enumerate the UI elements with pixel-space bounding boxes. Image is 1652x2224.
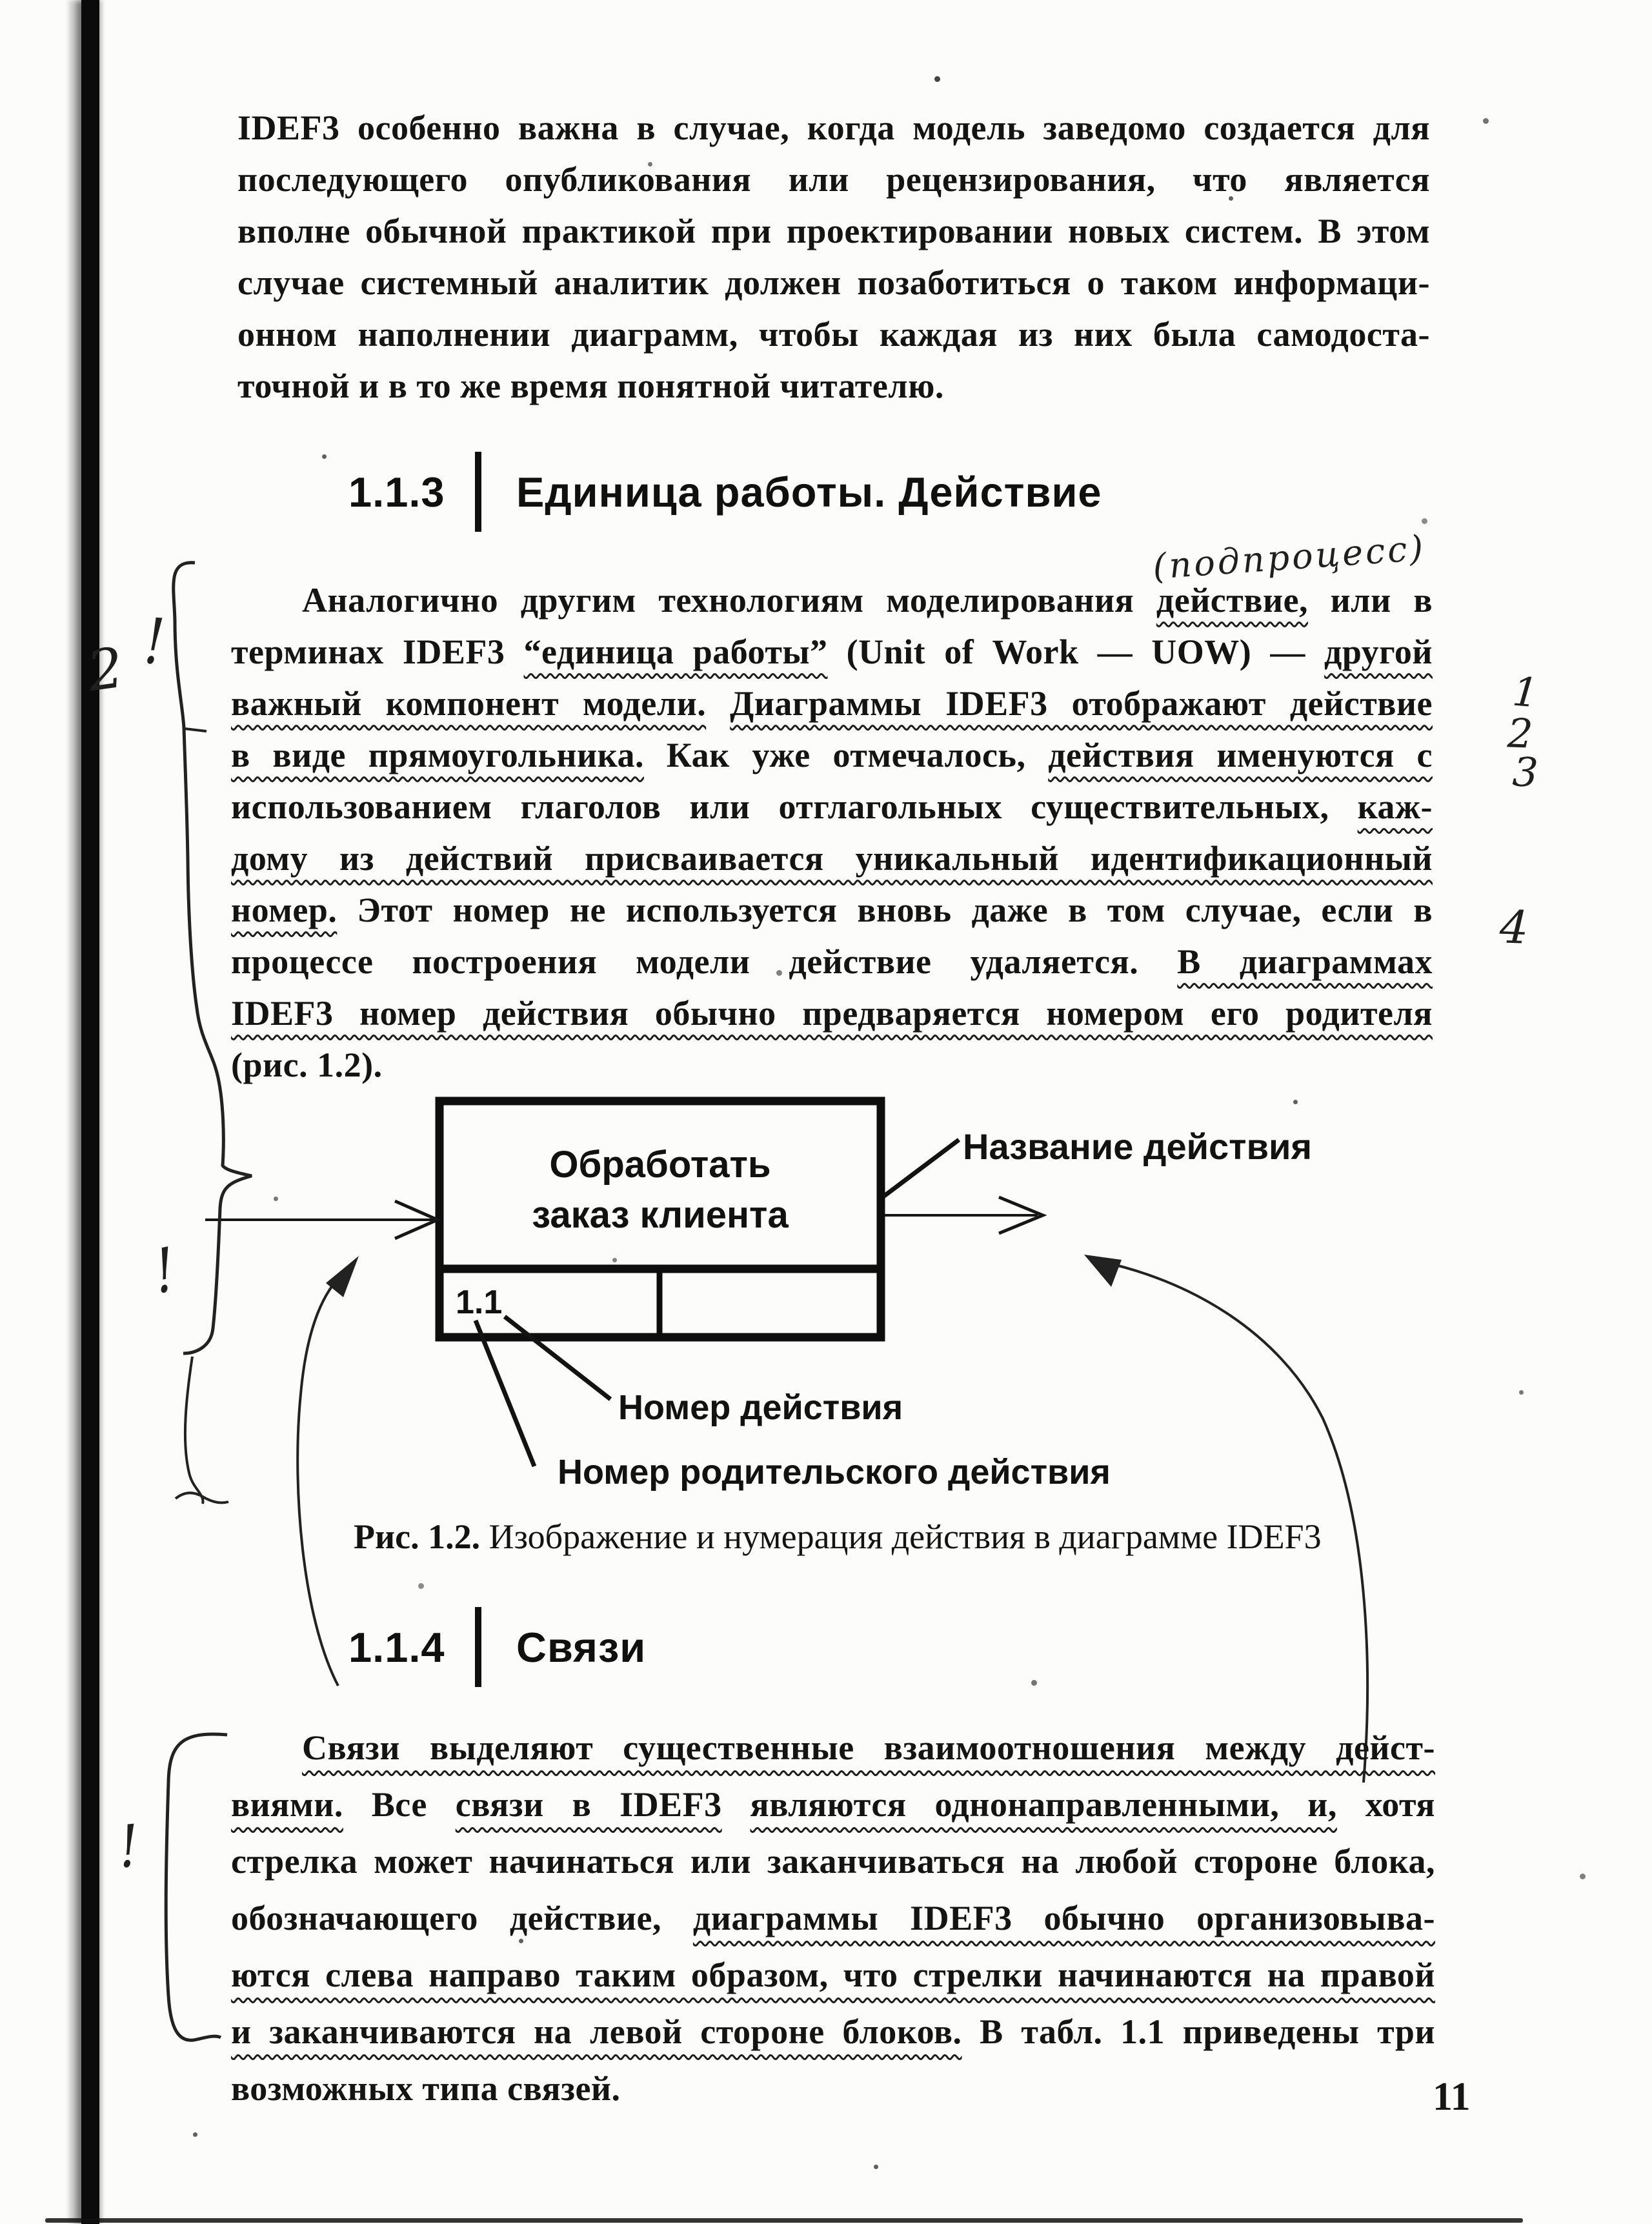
section-divider-bar <box>475 1607 481 1687</box>
underlined-phrase: “единица работы” <box>523 632 828 671</box>
label-action-name: Название действия <box>963 1126 1313 1167</box>
handwritten-exclamation-mark: ! <box>150 1235 180 1308</box>
text-segment: точной и в то же время понятной читателю. <box>237 367 944 405</box>
text-segment: IDEF3 особенно важна в случае, когда модель заведомо создается для <box>237 108 1430 147</box>
text-segment: терминах IDEF3 <box>231 632 524 671</box>
text-segment: возможных типа связей. <box>231 2069 621 2108</box>
uow-box-title-line1: Обработать <box>549 1144 771 1186</box>
hand-arrow-left <box>297 1269 348 1686</box>
figure-caption <box>354 1517 1322 1557</box>
underlined-phrase: другой <box>1324 632 1433 671</box>
handwritten-exclamation-mark: ! <box>143 605 166 680</box>
text-segment <box>722 1785 750 1824</box>
text-segment: обозначающего действие, <box>231 1899 693 1937</box>
text-segment: вполне обычной практикой при проектировании новых систем. В этом <box>237 212 1430 250</box>
underlined-phrase: действия именуются с <box>1048 736 1433 774</box>
underlined-phrase: диаграммы IDEF3 обычно организовыва- <box>692 1899 1435 1937</box>
text-segment: случае системный аналитик должен позаботиться о таком информаци- <box>237 263 1430 302</box>
underlined-phrase: ются слева направо таким образом, что стрелки начинаются на правой <box>231 1956 1435 1994</box>
text-line <box>231 1946 1435 2003</box>
figure-caption-text: Изображение и нумерация действия в диаграмме IDEF3 <box>480 1517 1322 1556</box>
text-line <box>231 2003 1435 2060</box>
text-segment: Как уже отмечалось, <box>643 736 1049 774</box>
underlined-phrase: дому из действий присваивается уникальный идентификационный <box>231 839 1433 878</box>
underlined-phrase: важный компонент модели. <box>231 684 707 723</box>
text-segment: Этот номер не используется вновь даже в том случае, если в <box>337 891 1433 929</box>
margin-brace-tail <box>185 1357 203 1504</box>
underlined-phrase: являются однонаправленными, и, <box>750 1785 1337 1824</box>
text-segment: последующего опубликования или рецензирования, что является <box>237 160 1430 199</box>
underlined-phrase: и заканчиваются на левой стороне блоков. <box>231 2012 962 2051</box>
section-1-1-4-paragraph <box>231 1719 1435 2117</box>
hand-arrow-left-head <box>326 1256 359 1297</box>
section-heading-1-1-4 <box>348 1607 646 1687</box>
hand-arrow-right-head <box>1084 1255 1122 1287</box>
action-name-callout-line <box>883 1140 959 1197</box>
action-number-callout-line <box>505 1317 610 1399</box>
text-segment: (рис. 1.2). <box>231 1046 383 1084</box>
text-line <box>231 2060 1435 2117</box>
text-line <box>231 1719 1435 1776</box>
underlined-phrase: виями. <box>231 1785 343 1824</box>
underlined-phrase: действие, <box>1156 581 1309 620</box>
uow-box-title-line2: заказ клиента <box>532 1194 789 1236</box>
text-line <box>231 1833 1435 1890</box>
handwritten-right-margin-number-3: 3 <box>1511 748 1540 796</box>
margin-bracket-1-1-4 <box>166 1734 227 2040</box>
text-segment: стрелка может начинаться или заканчиваться на любой стороне блока, <box>231 1842 1435 1881</box>
figure-caption-number: Рис. 1.2. <box>354 1517 481 1556</box>
underlined-phrase: связи в IDEF3 <box>455 1785 722 1824</box>
label-parent-action-number: Номер родительского действия <box>558 1453 1111 1491</box>
underlined-phrase: Связи выделяют существенные взаимоотношения между дейст- <box>302 1728 1435 1767</box>
section-title: Единица работы. Действие <box>516 468 1102 516</box>
parent-number-callout-line <box>476 1320 534 1466</box>
margin-brace-tick <box>185 729 206 731</box>
uow-box-title <box>439 1140 881 1240</box>
section-number: 1.1.4 <box>348 1623 445 1671</box>
text-segment: процессе построения модели действие удаляется. <box>231 942 1178 981</box>
scan-bottom-edge <box>45 2218 1523 2223</box>
handwritten-right-margin-number-4: 4 <box>1498 900 1529 955</box>
handwritten-exclamation-mark: ! <box>116 1812 142 1882</box>
underlined-phrase: каж- <box>1357 787 1433 826</box>
margin-brace-1-1-3 <box>174 563 252 1353</box>
text-segment: использованием глаголов или отглагольных существительных, <box>231 787 1358 826</box>
page-number: 11 <box>1433 2075 1471 2119</box>
text-segment: онном наполнении диаграмм, чтобы каждая из них была самодоста- <box>237 315 1430 354</box>
text-segment: или в <box>1308 581 1433 620</box>
uow-box-number: 1.1 <box>456 1284 503 1321</box>
underlined-phrase: В диаграммах <box>1177 942 1433 981</box>
text-line <box>231 1776 1435 1833</box>
handwritten-note-subprocess: (подпроцесс) <box>1151 527 1427 587</box>
underlined-phrase: Диаграммы IDEF3 отображают действие <box>730 684 1433 723</box>
handwritten-right-margin-number-2: 2 <box>1506 709 1534 758</box>
text-segment: хотя <box>1336 1785 1436 1824</box>
text-segment: Аналогично другим технологиям моделирования <box>302 581 1156 620</box>
text-segment: Все <box>343 1785 456 1824</box>
text-segment: (Unit of Work — UOW) — <box>827 632 1325 671</box>
underlined-phrase: в виде прямоугольника. <box>231 736 644 774</box>
handwritten-left-margin-number: 2 <box>83 635 128 705</box>
label-action-number: Номер действия <box>618 1388 903 1427</box>
text-segment: В табл. 1.1 приведены три <box>962 2012 1435 2051</box>
section-title: Связи <box>516 1623 647 1671</box>
handwritten-right-margin-number-1: 1 <box>1510 667 1540 717</box>
text-line <box>231 1890 1435 1946</box>
section-number: 1.1.3 <box>348 468 445 516</box>
underlined-phrase: IDEF3 номер действия обычно предваряется номером его родителя <box>231 994 1433 1033</box>
underlined-phrase: номер. <box>231 891 337 929</box>
